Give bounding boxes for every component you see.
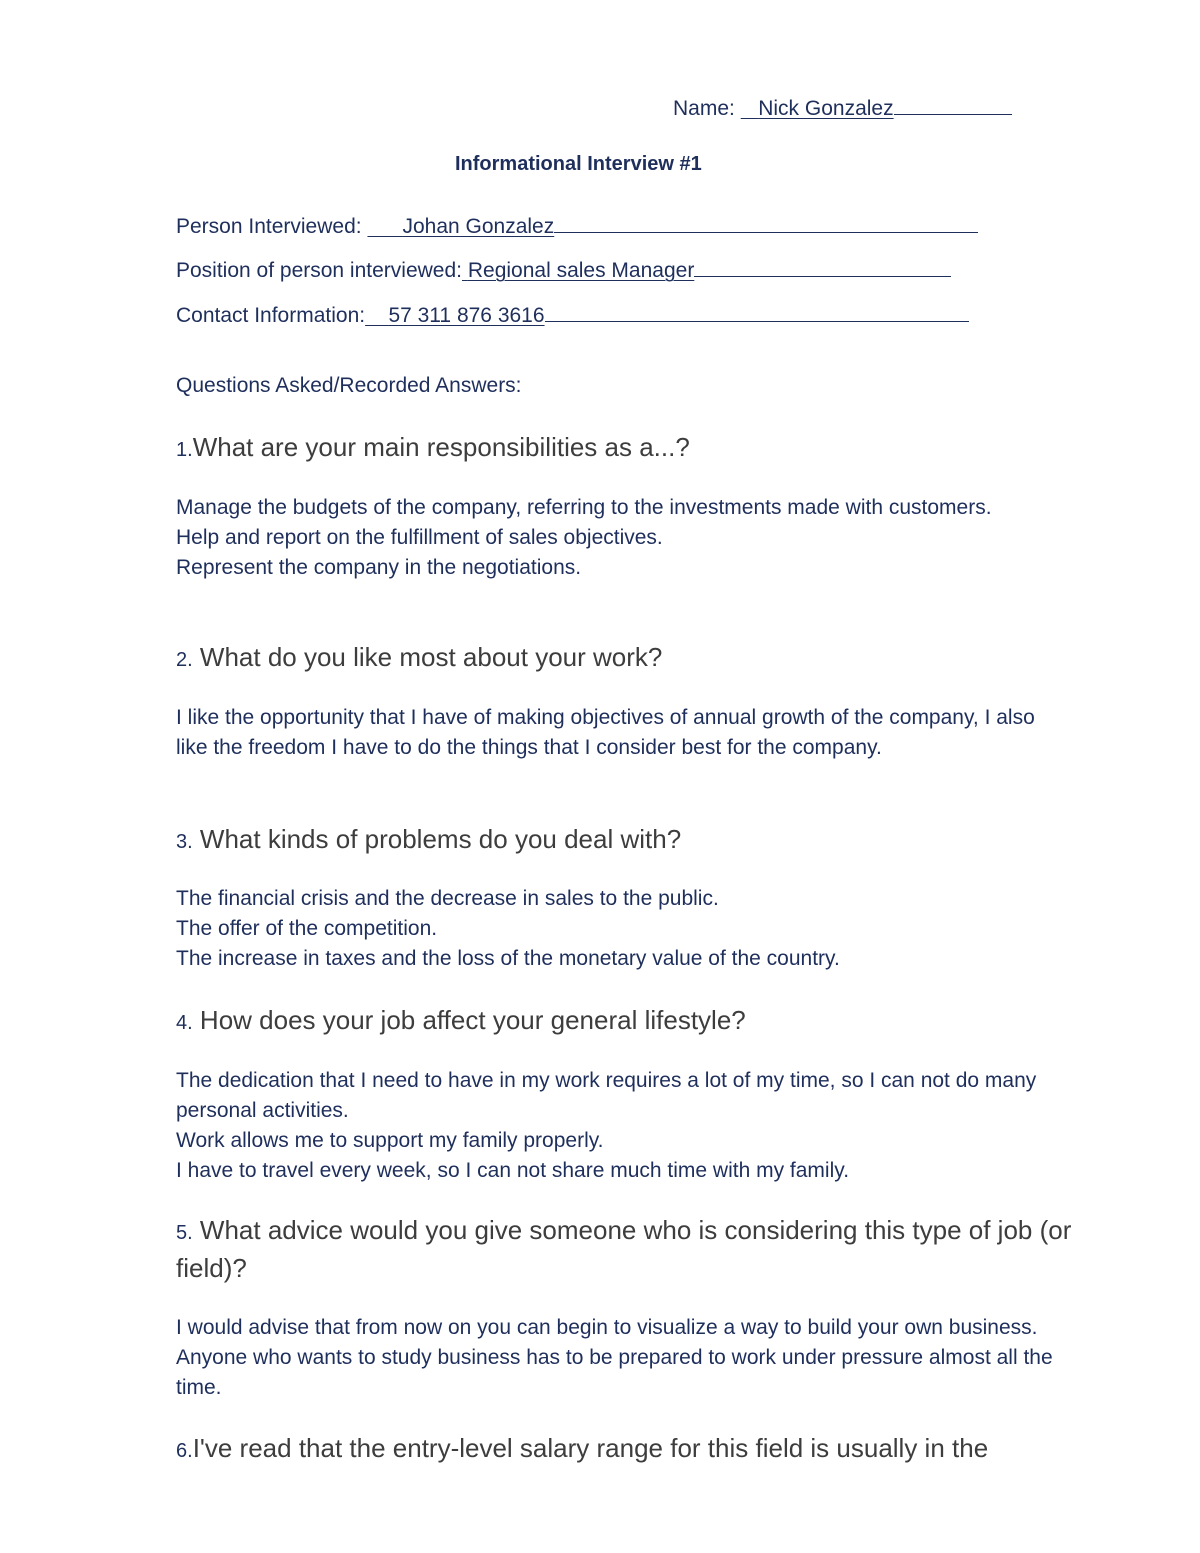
- question-number: 1.: [176, 439, 193, 461]
- answer-line: The increase in taxes and the loss of the monetary value of the country.: [176, 947, 840, 970]
- questions-section-label: Questions Asked/Recorded Answers:: [176, 374, 522, 397]
- question-1: [176, 430, 1086, 468]
- contact-label: Contact Information:: [176, 304, 366, 327]
- answer-1: [176, 493, 1006, 583]
- question-number: 5.: [176, 1222, 193, 1244]
- answer-line: Work allows me to support my family properly.: [176, 1129, 604, 1152]
- question-text: What do you like most about your work?: [192, 642, 663, 672]
- name-field: [673, 92, 1012, 122]
- question-6: [176, 1431, 1136, 1469]
- name-label: Name:: [673, 97, 735, 120]
- question-4: [176, 1003, 1086, 1041]
- answer-line: The financial crisis and the decrease in sales to the public.: [176, 887, 719, 910]
- answer-line: Represent the company in the negotiations.: [176, 556, 582, 579]
- person-interviewed-value: Johan Gonzalez: [402, 215, 555, 238]
- question-text: How does your job affect your general lifestyle?: [192, 1005, 746, 1035]
- position-label: Position of person interviewed:: [176, 259, 462, 282]
- answer-line: Manage the budgets of the company, referring to the investments made with customers.: [176, 496, 992, 519]
- question-number: 4.: [176, 1012, 193, 1034]
- answer-line: I like the opportunity that I have of making objectives of annual growth of the company, I also like the freedom I have to do the things that I consider best for the company.: [176, 706, 1035, 759]
- page-title: Informational Interview #1: [455, 153, 702, 175]
- question-number: 6.: [176, 1440, 193, 1462]
- person-interviewed-blank-line: [554, 210, 978, 233]
- name-blank-line: [894, 92, 1012, 115]
- answer-line: Help and report on the fulfillment of sales objectives.: [176, 526, 663, 549]
- person-interviewed-label: Person Interviewed:: [176, 215, 362, 238]
- person-interviewed-field: [176, 210, 978, 240]
- answer-line: The dedication that I need to have in my work requires a lot of my time, so I can not do many personal activities.: [176, 1069, 1037, 1122]
- name-value: Nick Gonzalez: [758, 97, 894, 120]
- answer-line: I have to travel every week, so I can not share much time with my family.: [176, 1159, 850, 1182]
- question-text: What advice would you give someone who is considering this type of job (or field)?: [176, 1215, 1072, 1283]
- position-value: Regional sales Manager: [467, 259, 695, 282]
- answer-3: [176, 884, 1076, 974]
- answer-line: I would advise that from now on you can begin to visualize a way to build your own business. Anyone who wants to study business has to be prepared to work under pressure almost all the time.: [176, 1316, 1053, 1399]
- question-text: What are your main responsibilities as a...?: [192, 432, 690, 462]
- answer-line: The offer of the competition.: [176, 917, 438, 940]
- question-number: 2.: [176, 649, 193, 671]
- contact-blank-line: [545, 299, 969, 322]
- answer-4: [176, 1066, 1066, 1186]
- contact-field: [176, 299, 969, 329]
- answer-5: [176, 1313, 1056, 1403]
- question-3: [176, 822, 1086, 860]
- question-2: [176, 640, 1086, 678]
- question-text: I've read that the entry-level salary range for this field is usually in the: [192, 1433, 989, 1463]
- position-blank-line: [694, 254, 951, 277]
- question-number: 3.: [176, 831, 193, 853]
- answer-2: [176, 703, 1056, 763]
- question-text: What kinds of problems do you deal with?: [192, 824, 682, 854]
- question-5: [176, 1213, 1086, 1286]
- position-field: [176, 254, 951, 284]
- contact-value: 57 311 876 3616: [388, 304, 545, 327]
